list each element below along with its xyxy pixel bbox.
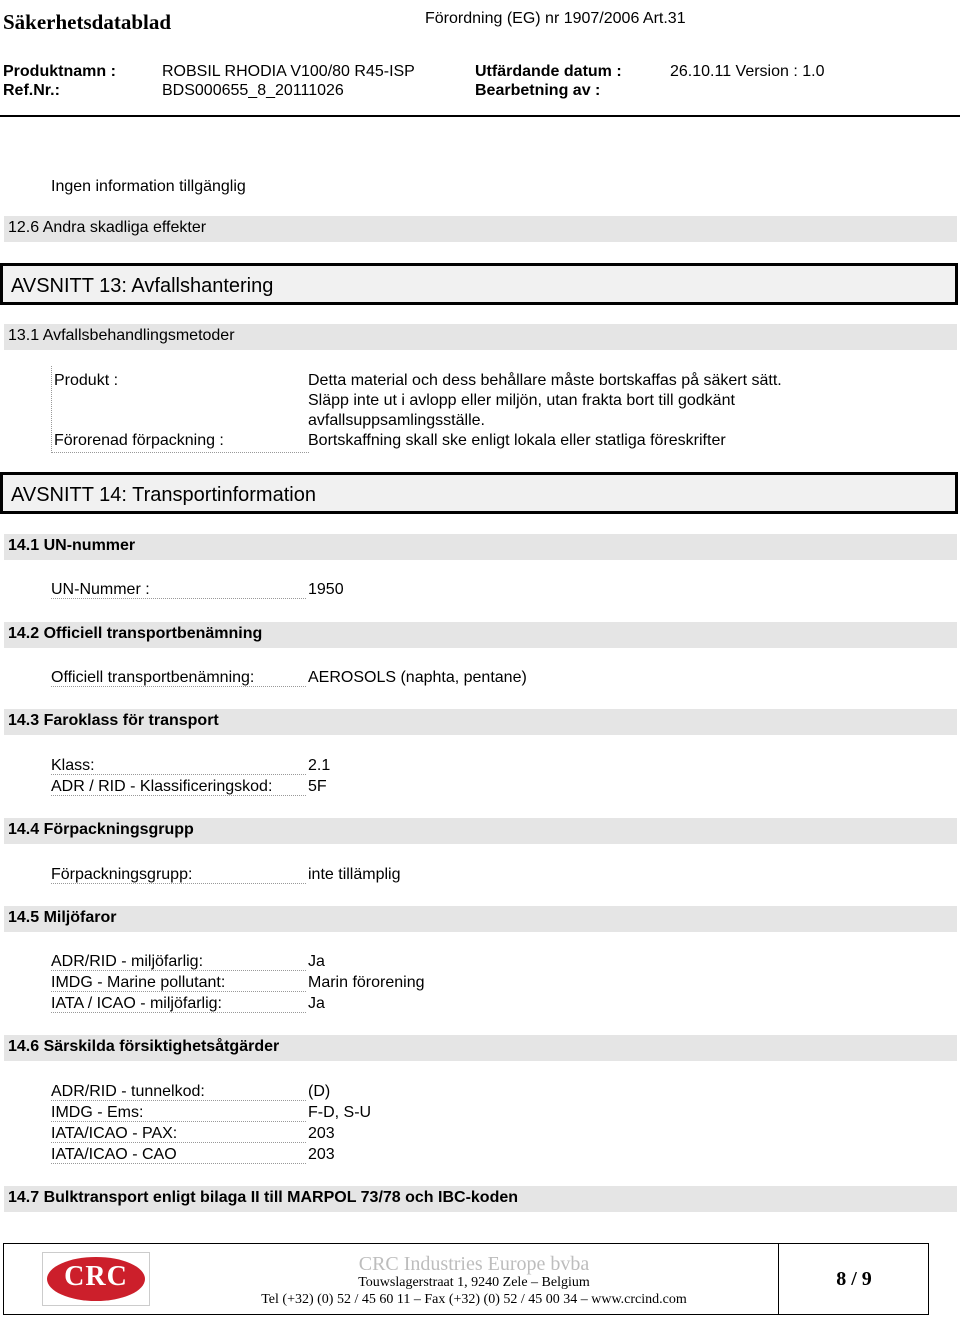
subsection-14-1: 14.1 UN-nummer — [4, 534, 957, 560]
precaution-value: F-D, S-U — [308, 1104, 372, 1121]
shipping-name-label: Officiell transportbenämning: — [51, 669, 255, 686]
precaution-divider — [51, 1163, 306, 1164]
section-13-heading: AVSNITT 13: Avfallshantering — [0, 263, 958, 305]
subsection-13-1: 13.1 Avfallsbehandlingsmetoder — [4, 324, 957, 350]
env-hazard-value: Ja — [308, 995, 325, 1012]
adr-classification-divider — [51, 795, 306, 796]
precaution-value: 203 — [308, 1125, 335, 1142]
ref-number-label: Ref.Nr.: — [3, 82, 60, 99]
product-disposal-line-2: Släpp inte ut i avlopp eller miljön, utan frakta bort till godkänt — [308, 392, 735, 409]
edited-by-label: Bearbetning av : — [475, 82, 601, 99]
env-hazard-divider — [51, 1012, 306, 1013]
product-disposal-line-3: avfallsuppsamlingsställe. — [308, 412, 485, 429]
subsection-14-5: 14.5 Miljöfaror — [4, 906, 957, 932]
class-divider — [51, 774, 306, 775]
document-title: Säkerhetsdatablad — [3, 10, 172, 34]
packing-group-label: Förpackningsgrupp: — [51, 866, 193, 883]
subsection-14-7: 14.7 Bulktransport enligt bilaga II till MARPOL 73/78 och IBC-koden — [4, 1186, 957, 1212]
ref-number-value: BDS000655_8_20111026 — [162, 82, 344, 99]
crc-logo — [42, 1252, 150, 1306]
shipping-name-value: AEROSOLS (naphta, pentane) — [308, 669, 527, 686]
precaution-divider — [51, 1121, 306, 1122]
precaution-value: (D) — [308, 1083, 331, 1100]
precaution-label: IATA/ICAO - PAX: — [51, 1125, 178, 1142]
packing-group-divider — [51, 883, 306, 884]
product-disposal-line-1: Detta material och dess behållare måste bortskaffas på säkert sätt. — [308, 372, 782, 389]
issue-date-label: Utfärdande datum : — [475, 63, 622, 80]
no-information-note: Ingen information tillgänglig — [51, 178, 246, 195]
packing-group-value: inte tillämplig — [308, 866, 401, 883]
product-name-value: ROBSIL RHODIA V100/80 R45-ISP — [162, 63, 415, 80]
company-contact: Tel (+32) (0) 52 / 45 60 11 – Fax (+32) (0) 52 / 45 00 34 – www.crcind.com — [261, 1292, 687, 1307]
packaging-disposal-text: Bortskaffning skall ske enligt lokala eller statliga föreskrifter — [308, 432, 726, 449]
contaminated-packaging-label: Förorenad förpackning : — [54, 432, 224, 449]
precaution-divider — [51, 1100, 306, 1101]
company-name: CRC Industries Europe bvba — [358, 1253, 590, 1275]
class-label: Klass: — [51, 757, 95, 774]
adr-classification-value: 5F — [308, 778, 327, 795]
subsection-14-6: 14.6 Särskilda försiktighetsåtgärder — [4, 1035, 957, 1061]
env-hazard-divider — [51, 970, 306, 971]
precaution-label: IATA/ICAO - CAO — [51, 1146, 177, 1163]
un-number-divider — [51, 598, 306, 599]
product-name-label: Produktnamn : — [3, 63, 116, 80]
precaution-label: ADR/RID - tunnelkod: — [51, 1083, 205, 1100]
shipping-name-divider — [51, 686, 306, 687]
precaution-divider — [51, 1142, 306, 1143]
un-number-value: 1950 — [308, 581, 344, 598]
env-hazard-label: ADR/RID - miljöfarlig: — [51, 953, 204, 970]
product-label: Produkt : — [54, 372, 119, 389]
issue-date-value: 26.10.11 Version : 1.0 — [670, 63, 825, 80]
un-number-label: UN-Nummer : — [51, 581, 150, 598]
precaution-value: 203 — [308, 1146, 335, 1163]
env-hazard-label: IATA / ICAO - miljöfarlig: — [51, 995, 222, 1012]
adr-classification-label: ADR / RID - Klassificeringskod: — [51, 778, 273, 795]
header-divider — [0, 115, 960, 117]
subsection-14-3: 14.3 Faroklass för transport — [4, 709, 957, 735]
env-hazard-value: Ja — [308, 953, 325, 970]
subsection-14-4: 14.4 Förpackningsgrupp — [4, 818, 957, 844]
page-number: 8 / 9 — [836, 1268, 872, 1290]
subsection-14-2: 14.2 Officiell transportbenämning — [4, 622, 957, 648]
regulation-reference: Förordning (EG) nr 1907/2006 Art.31 — [425, 10, 686, 27]
page-footer — [3, 1243, 929, 1315]
subsection-12-6: 12.6 Andra skadliga effekter — [4, 216, 957, 242]
section-14-heading: AVSNITT 14: Transportinformation — [0, 472, 958, 514]
env-hazard-label: IMDG - Marine pollutant: — [51, 974, 226, 991]
logo-text: CRC — [64, 1261, 128, 1292]
env-hazard-divider — [51, 991, 306, 992]
company-address: Touwslagerstraat 1, 9240 Zele – Belgium — [358, 1275, 590, 1290]
precaution-label: IMDG - Ems: — [51, 1104, 144, 1121]
class-value: 2.1 — [308, 757, 331, 774]
env-hazard-value: Marin förorening — [308, 974, 425, 991]
